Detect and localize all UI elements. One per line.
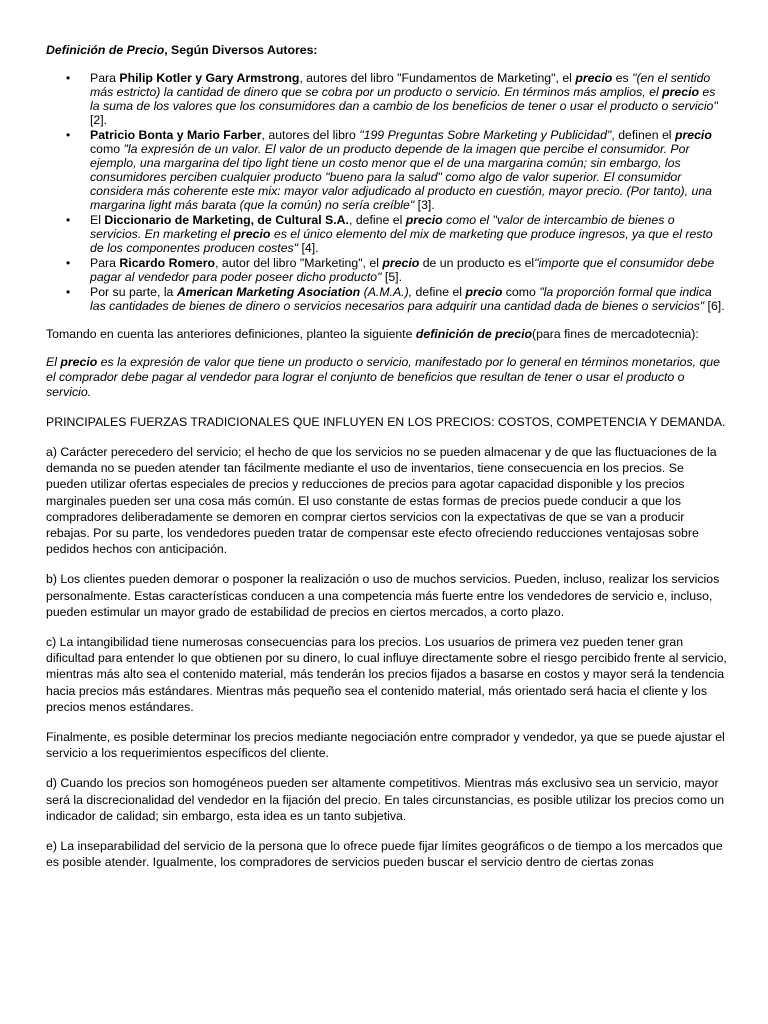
quote: "importe que el consumidor debe pagar al vendedor para poder poseer dicho producto" [90,256,715,284]
list-item-romero [90,256,728,284]
paragraph-c: c) La intangibilidad tiene numerosas consecuencias para los precios. Los usuarios de primera vez pueden tener gran dificultad para entender lo que obtienen por su dinero, lo cual influye directamente sobre el riesgo percibido frente al servicio, mientras más alto sea el contenido material, más tenderán los precios fijados a basarse en costos y mayor será la tendencia hacia precios más estándares. Mientras más pequeño sea el contenido material, más orientado será hacia el cliente y los precios menos estándares. [46,635,727,714]
term-precio: precio [382,256,420,270]
author-name: Patricio Bonta y Mario Farber [90,128,262,142]
document-page [46,43,728,884]
quote: "la proporción formal que indica las cantidades de bienes de dinero o servicios necesarios para adquirir una cantidad dada de bienes o servicios" [90,285,712,313]
paragraph-a: a) Carácter perecedero del servicio; el hecho de que los servicios no se pueden almacenar y de que las fluctuaciones de la demanda no se pueden atender tan fácilmente mediante el uso de inventarios, tiene consecuencia en los precios. Se pueden utilizar ofertas especiales de precios y reducciones de precios para agotar capacidad disponible y los precios marginales pueden ser una cosa más común. El uso constante de estas formas de precios puede conducir a que los compradores deliberadamente se demoren en comprar ciertos servicios con la expectativas de que se van a producir rebajas. Por su parte, los vendedores pueden tratar de compensar este efecto ofreciendo reducciones ventajosas sobre pedidos hechos con anticipación. [46,445,717,557]
list-item-bonta [90,128,728,212]
term-precio: precio [405,213,443,227]
text: Para [90,71,120,85]
term-precio: precio [60,355,98,369]
term-definicion: definición de precio [415,327,532,341]
section-title [46,43,728,57]
citation: [2]. [90,113,108,127]
text: de un producto es el [419,256,535,270]
term-precio: precio [674,128,712,142]
paragraph-b: b) Los clientes pueden demorar o posponer la realización o uso de muchos servicios. Pueden, incluso, realizar los servicios personalmente. Estas características conducen a una competencia más fuerte entre los vendedores de servicio e, incluso, pueden estimular un mayor grado de estabilidad de precios en ciertos mercados, a corto plazo. [46,572,720,619]
term-precio: precio [575,71,613,85]
intro-paragraph [46,327,728,341]
paragraph-finalmente: Finalmente, es posible determinar los precios mediante negociación entre comprador y vendedor, ya que se puede ajustar el servicio a los requerimientos específicos del cliente. [46,730,725,761]
text: (para fines de mercadotecnia): [532,327,699,341]
title-rest: , Según Diversos Autores: [164,43,318,57]
citation: [5]. [381,270,403,284]
text: como [90,142,124,156]
price-definition [46,355,728,400]
paragraph-d: d) Cuando los precios son homogéneos pueden ser altamente competitivos. Mientras más exclusivo sea un servicio, mayor será la discrecionalidad del vendedor en la fijación del precio. En tales circunstancias, es posible utilizar los precios como un indicador de calidad; sin embargo, esta idea es un tanto subjetiva. [46,776,725,823]
term-precio: precio [465,285,503,299]
text: , define el [348,213,406,227]
term-precio: precio [233,227,271,241]
term-precio: precio [662,85,699,99]
text: El [90,213,105,227]
citation: [3]. [414,198,435,212]
text: es [612,71,633,85]
quote: "(en el sentido más estricto) la cantidad de dinero que se cobra por un producto o servicio. En términos más amplios, el [90,71,711,99]
citation: [4]. [298,241,319,255]
text: El [46,355,61,369]
text: Por su parte, la [90,285,177,299]
quote: como el "valor de intercambio de bienes o servicios. En marketing el [90,213,675,241]
paragraph-e: e) La inseparabilidad del servicio de la persona que lo ofrece puede fijar límites geográficos o de tiempo a los mercados que es posible atender. Igualmente, los compradores de servicios pueden buscar el servicio dentro de ciertas zonas [46,839,723,870]
book-title: "199 Preguntas Sobre Marketing y Publicidad" [359,128,612,142]
author-name: Diccionario de Marketing, de Cultural S.A. [104,213,349,227]
text: como [502,285,540,299]
text: es la expresión de valor que tiene un producto o servicio, manifestado por lo general en términos monetarios, que el comprador debe pagar al vendedor para lograr el conjunto de beneficios que resultan de tener o usar el producto o servicio. [46,355,720,399]
list-item-kotler [90,71,728,127]
list-item-ama [90,285,728,313]
text: , autores del libro [261,128,360,142]
text: , autores del libro "Fundamentos de Marketing", el [299,71,576,85]
quote: "la expresión de un valor. El valor de un producto depende de la imagen que percibe el consumidor. Por ejemplo, una margarina del tipo light tiene un costo menor que el de una margarina común; sin embargo, los consumidores perciben cualquier producto "bueno para la salud" como algo de valor superior. El consumidor considera más coherente este mix: mayor valor adjudicado al producto en cuestión, mayor precio. (Por tanto), una margarina light más barata (que la común) no sería creíble" [90,142,712,212]
abbreviation: (A.M.A.), [360,285,413,299]
author-name: Philip Kotler y Gary Armstrong [119,71,300,85]
text: Para [90,256,120,270]
list-item-diccionario [90,213,728,255]
definitions-list [46,71,728,313]
section-heading: PRINCIPALES FUERZAS TRADICIONALES QUE INFLUYEN EN LOS PRECIOS: COSTOS, COMPETENCIA Y DEMANDA. [46,415,726,429]
text: , definen el [611,128,675,142]
quote: es el único elemento del mix de marketing que produce ingresos, ya que el resto de los componentes producen costes" [90,227,713,255]
citation: [6]. [704,299,725,313]
title-italic: Definición de Precio [46,43,165,57]
author-name: Ricardo Romero [119,256,216,270]
quote: es la suma de los valores que los consumidores dan a cambio de los beneficios de tener o usar el producto o servicio" [90,85,718,113]
text: Tomando en cuenta las anteriores definiciones, planteo la siguiente [46,327,416,341]
text: , autor del libro "Marketing", el [215,256,383,270]
text: define el [412,285,466,299]
author-name: American Marketing Asociation [176,285,361,299]
